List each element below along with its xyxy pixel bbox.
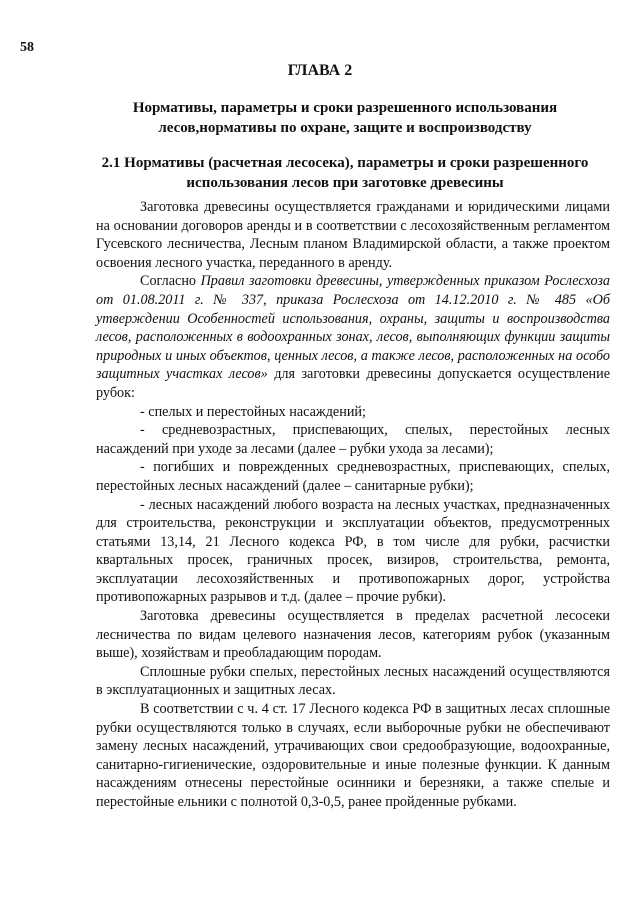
- paragraph-intro: Заготовка древесины осуществляется гражданами и юридическими лицами на основании договоров аренды и в соответствии с лесохозяйственным регламентом Гусевского лесничества, Лесным планом Владимирской области, а также проектом освоения лесного участка, переданного в аренду.: [96, 199, 610, 271]
- paragraph-regulations: [96, 272, 610, 402]
- regulations-tail: для заготовки древесины допускается осуществление рубок:: [96, 366, 611, 401]
- chapter-title: ГЛАВА 2: [287, 62, 353, 79]
- regulations-citation: Правил заготовки древесины, утвержденных приказом Рослесхоза от 01.08.2011 г. № 337, приказа Рослесхоза от 14.12.2010 г. № 485 «Об утверждении Особенностей использования, охраны, защиты и воспроизводства лесов, расположенных в водоохранных зонах, лесов, выполняющих функции защиты природных и иных объектов, ценных лесов, а также лесов, расположенных на особо защитных участках лесов»: [96, 273, 610, 383]
- body-text: [96, 198, 610, 812]
- paragraph-allowable-cut: Заготовка древесины осуществляется в пределах расчетной лесосеки лесничества по видам целевого назначения лесов, категориям рубок (указанным выше), хозяйствам и преобладающим породам.: [96, 608, 610, 662]
- list-item: - лесных насаждений любого возраста на лесных участках, предназначенных для строительства, реконструкции и эксплуатации объектов, предусмотренных статьями 13,14, 21 Лесного кодекса РФ, в том числе для рубки, расчистки квартальных просек, граничных просек, визиров, строительства, ремонта, эксплуатации лесохозяйственных и противопожарных дорог, устройства противопожарных разрывов и т.д. (далее – прочие рубки).: [96, 496, 610, 606]
- section-title: 2.1 Нормативы (расчетная лесосека), параметры и сроки разрешенного использования лесов при заготовке древесины: [101, 155, 589, 191]
- paragraph-forest-code: В соответствии с ч. 4 ст. 17 Лесного кодекса РФ в защитных лесах сплошные рубки осуществляются только в случаях, если выборочные рубки не обеспечивают замену лесных насаждений, утрачивающих свои средообразующие, водоохранные, санитарно-гигиенические, оздоровительные и иные полезные функции. К данным насаждениям отнесены перестойные осинники и березняки, а также спелые и перестойные ельники с полнотой 0,3-0,5, ранее пройденные рубками.: [96, 701, 610, 810]
- page-number: 58: [20, 40, 34, 55]
- list-item: - средневозрастных, приспевающих, спелых, перестойных лесных насаждений при уходе за лесами (далее – рубки ухода за лесами);: [96, 422, 610, 457]
- list-item: - спелых и перестойных насаждений;: [140, 403, 366, 420]
- regulations-lead: Согласно: [140, 273, 201, 290]
- list-item: - погибших и поврежденных средневозрастных, приспевающих, спелых, перестойных лесных насаждений (далее – санитарные рубки);: [96, 459, 610, 494]
- chapter-subtitle: Нормативы, параметры и сроки разрешенного использования лесов,нормативы по охране, защите и воспроизводству: [132, 100, 558, 136]
- paragraph-clear-cuts: Сплошные рубки спелых, перестойных лесных насаждений осуществляются в эксплуатационных и защитных лесах.: [96, 663, 610, 699]
